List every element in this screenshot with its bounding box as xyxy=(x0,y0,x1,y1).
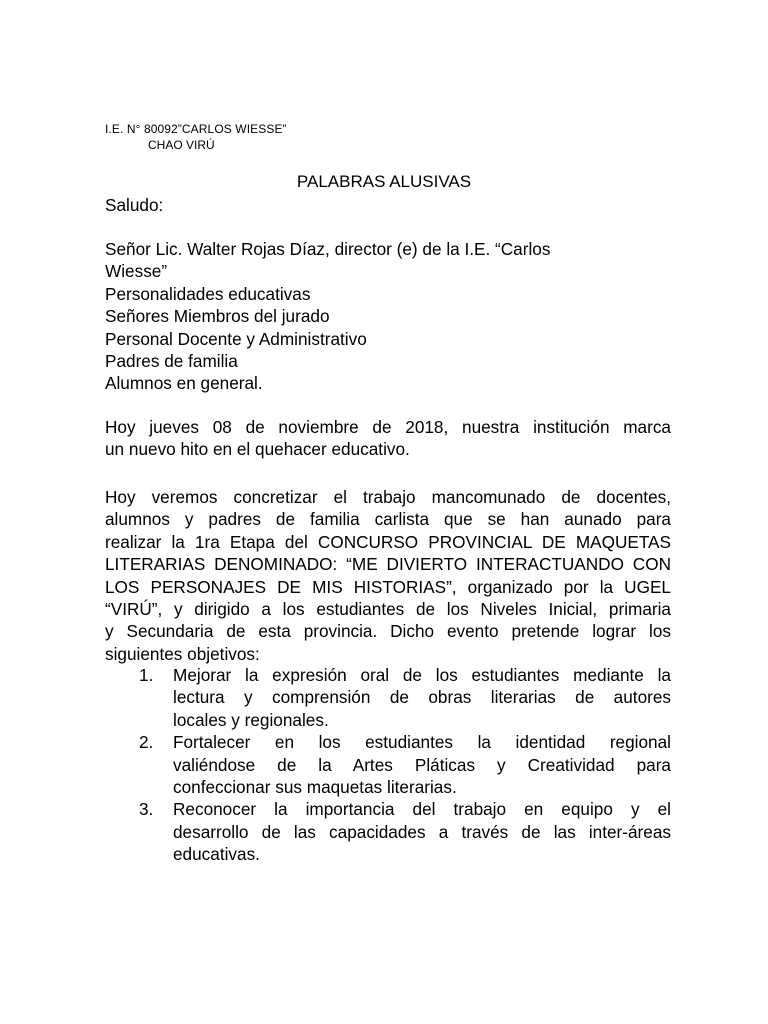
objective-line: educativas. xyxy=(173,844,260,865)
objective-number: 2. xyxy=(139,732,154,753)
objective-line: desarrollo de las capacidades a través de las inter-áreas xyxy=(173,821,671,842)
objective-line: Fortalecer en los estudiantes la identidad regional xyxy=(173,732,671,753)
objective-line: confeccionar sus maquetas literarias. xyxy=(173,777,457,798)
objective-item xyxy=(133,664,671,731)
document-title: PALABRAS ALUSIVAS xyxy=(296,172,472,191)
paragraph-line: “VIRÚ”, y dirigido a los estudiantes de los Niveles Inicial, primaria xyxy=(105,599,671,620)
paragraph-line: LITERARIAS DENOMINADO: “ME DIVIERTO INTERACTUANDO CON xyxy=(105,554,671,575)
school-name: I.E. N° 80092”CARLOS WIESSE” xyxy=(105,122,287,136)
objective-number: 3. xyxy=(139,799,154,820)
greeting: Saludo: xyxy=(105,195,164,215)
objective-item xyxy=(133,731,671,798)
objectives-list xyxy=(133,664,671,866)
objective-line: Reconocer la importancia del trabajo en equipo y el xyxy=(173,799,671,820)
objective-number: 1. xyxy=(139,665,154,685)
objective-item xyxy=(133,798,671,865)
addressee-line: Wiesse” xyxy=(105,261,168,282)
paragraph-date xyxy=(105,416,671,461)
addressee-list xyxy=(105,238,671,395)
paragraph-line: realizar la 1ra Etapa del CONCURSO PROVINCIAL DE MAQUETAS xyxy=(105,531,671,552)
addressee-line: Personal Docente y Administrativo xyxy=(105,328,367,349)
paragraph-line: Hoy jueves 08 de noviembre de 2018, nuestra institución marca xyxy=(105,417,671,437)
addressee-line: Señores Miembros del jurado xyxy=(105,306,330,327)
paragraph-line: Hoy veremos concretizar el trabajo mancomunado de docentes, xyxy=(105,487,671,507)
addressee-line: Señor Lic. Walter Rojas Díaz, director (e) de la I.E. “Carlos xyxy=(105,239,551,259)
paragraph-line: y Secundaria de esta provincia. Dicho evento pretende lograr los xyxy=(105,621,671,642)
paragraph-line: siguientes objetivos: xyxy=(105,643,260,664)
addressee-line: Personalidades educativas xyxy=(105,283,311,304)
addressee-line: Alumnos en general. xyxy=(105,373,263,394)
paragraph-line: alumnos y padres de familia carlista que se han aunado para xyxy=(105,509,671,530)
school-location: CHAO VIRÚ xyxy=(148,138,215,152)
objective-line: locales y regionales. xyxy=(173,709,329,730)
paragraph-event xyxy=(105,486,671,665)
objective-line: lectura y comprensión de obras literarias de autores xyxy=(173,687,671,708)
paragraph-line: LOS PERSONAJES DE MIS HISTORIAS”, organizado por la UGEL xyxy=(105,576,671,597)
addressee-line: Padres de familia xyxy=(105,351,238,372)
paragraph-line: un nuevo hito en el quehacer educativo. xyxy=(105,439,410,460)
objective-line: valiéndose de la Artes Pláticas y Creatividad para xyxy=(173,754,671,775)
objective-line: Mejorar la expresión oral de los estudiantes mediante la xyxy=(173,665,671,685)
